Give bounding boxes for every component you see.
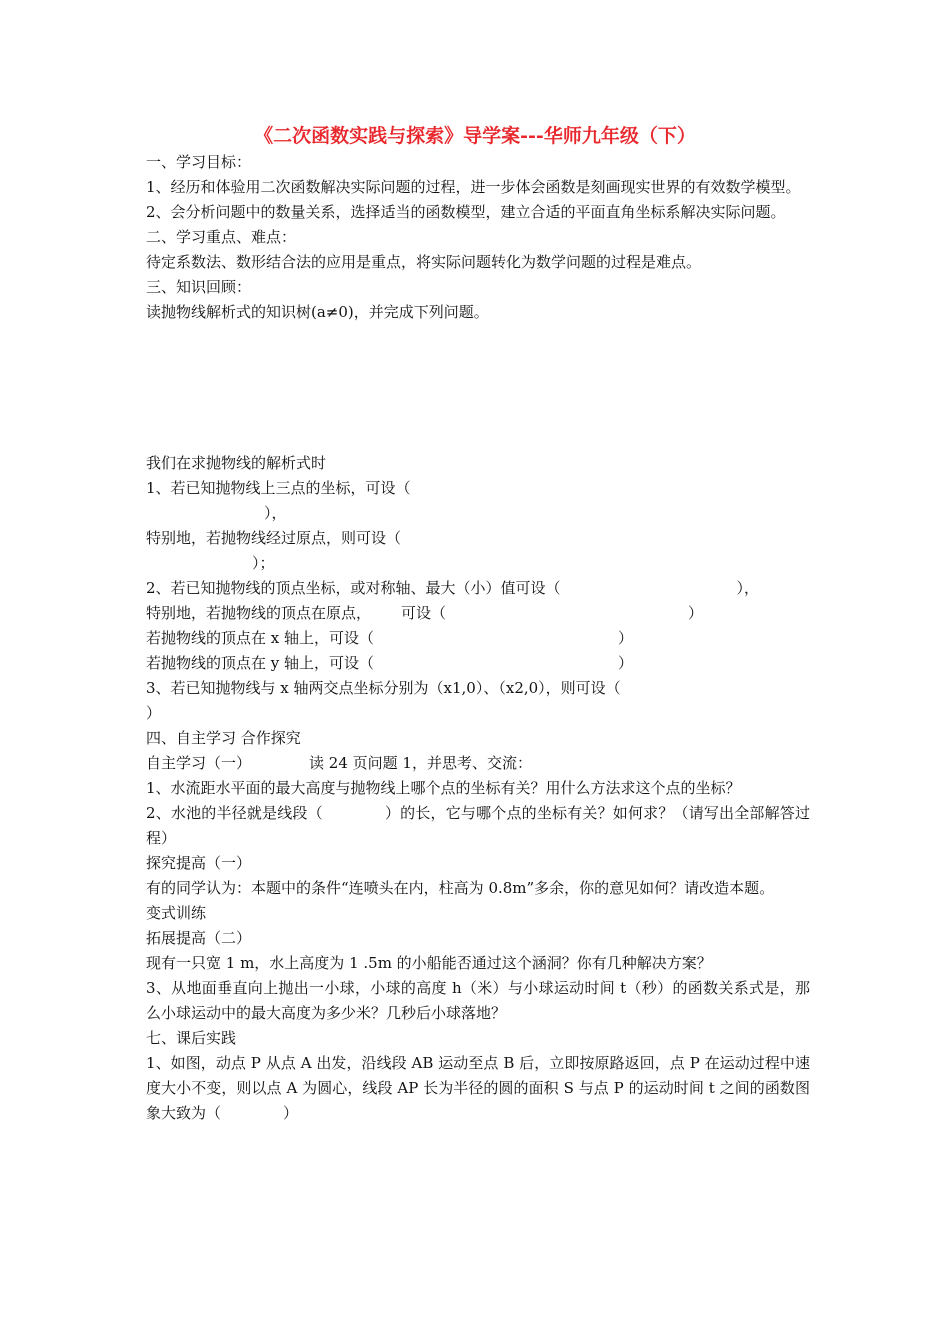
review-item-3 [146,576,810,601]
review-item-3-text: 2、若已知抛物线的顶点坐标，或对称轴、最大（小）值可设（ [146,579,561,597]
review-intro: 我们在求抛物线的解析式时 [146,454,327,472]
section-heading-objectives: 一、学习目标： [146,153,252,171]
section-heading-review: 三、知识回顾： [146,278,252,296]
review-item-4-open: 可设（ [401,604,447,622]
explore-heading-1: 探究提高（一） [146,854,252,872]
document-title: 《二次函数实践与探索》导学案---华师九年级（下） [254,125,696,147]
review-item-7-close-line [146,701,810,726]
review-item-3-close: ）， [736,579,760,597]
document-body [146,150,810,1126]
review-item-6-close: ） [618,654,634,672]
review-item-6 [146,651,810,676]
review-item-5-text: 若抛物线的顶点在 x 轴上，可设（ [146,629,374,647]
variant-training-heading: 变式训练 [146,904,207,922]
knowledge-tree-space [146,325,810,451]
explore-text-2: 现有一只宽 1 m，水上高度为 1 .5m 的小船能否通过这个涵洞？你有几种解决方案？ [146,954,712,972]
review-instruction: 读抛物线解析式的知识树(a≠0)，并完成下列问题。 [146,303,489,321]
key-points-text: 待定系数法、数形结合法的应用是重点，将实际问题转化为数学问题的过程是难点。 [146,253,702,271]
review-item-7 [146,676,810,701]
self-study-1 [146,751,810,776]
review-item-1-text: 1、若已知抛物线上三点的坐标，可设（ [146,479,411,497]
practice-question-1-text: 1、如图，动点 P 从点 A 出发，沿线段 AB 运动至点 B 后，立即按原路返回，点 P 在运动过程中速度大小不变，则以点 A 为圆心，线段 AP 长为半径的圆的面积 S 与点 P 的运动时间 t 之间的函数图象大致为（ [146,1054,810,1122]
question-2 [146,801,810,851]
review-item-6-text: 若抛物线的顶点在 y 轴上，可设（ [146,654,375,672]
review-item-2-close: ）； [252,554,275,572]
objective-2: 2、会分析问题中的数量关系，选择适当的函数模型，建立合适的平面直角坐标系解决实际问题。 [146,203,786,221]
practice-question-1-close: ） [283,1104,299,1122]
review-item-4-text: 特别地，若抛物线的顶点在原点， [146,604,372,622]
review-item-7-close: ） [146,704,162,722]
self-study-label: 自主学习（一） [146,754,252,772]
review-item-2-text: 特别地，若抛物线经过原点，则可设（ [146,529,402,547]
section-heading-practice: 七、课后实践 [146,1029,237,1047]
objective-1: 1、经历和体验用二次函数解决实际问题的过程，进一步体会函数是刻画现实世界的有效数学模型。 [146,178,801,196]
question-2-start: 2、水池的半径就是线段（ [146,804,323,822]
review-item-1-close: ）， [264,504,287,522]
explore-heading-2: 拓展提高（二） [146,929,252,947]
review-item-4-close: ） [688,604,704,622]
review-item-2 [146,526,810,551]
explore-text-1: 有的同学认为：本题中的条件“连喷头在内，柱高为 0.8m”多余，你的意见如何？请改造本题。 [146,879,775,897]
review-item-7-text: 3、若已知抛物线与 x 轴两交点坐标分别为（x1,0）、（x2,0），则可设（ [146,679,621,697]
question-2-end: ）的长，它与哪个点的坐标有关？如何求？（请写出全部解答过程） [146,804,810,847]
question-3: 3、从地面垂直向上抛出一小球，小球的高度 h（米）与小球运动时间 t（秒）的函数关系式是，那么小球运动中的最大高度为多少米？几秒后小球落地？ [146,979,810,1022]
review-item-5 [146,626,810,651]
self-study-instruction: 读 24 页问题 1，并思考、交流： [309,754,532,772]
section-heading-self-study: 四、自主学习 合作探究 [146,729,301,747]
review-item-2-blank-close [146,551,810,576]
review-item-1 [146,476,810,501]
question-1: 1、水流距水平面的最大高度与抛物线上哪个点的坐标有关？用什么方法求这个点的坐标？ [146,779,741,797]
review-item-1-blank-close [146,501,810,526]
review-item-4 [146,601,810,626]
practice-question-1 [146,1051,810,1126]
review-item-5-close: ） [618,629,634,647]
section-heading-key-points: 二、学习重点、难点： [146,228,297,246]
